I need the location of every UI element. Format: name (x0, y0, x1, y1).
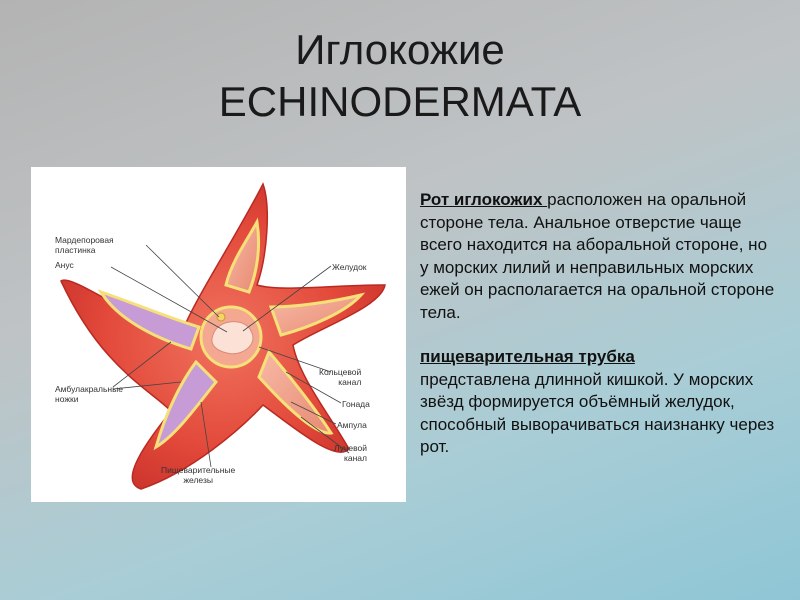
label-ampulla: Ампула (337, 420, 367, 430)
term-mouth: Рот иглокожих (420, 190, 548, 209)
term-digestive-tube: пищеварительная трубка (420, 347, 635, 366)
paragraph-mouth (420, 189, 780, 324)
title-russian: Иглокожие (295, 26, 505, 73)
text-panel (420, 189, 780, 459)
label-gonad: Гонада (342, 399, 370, 409)
title-latin: ECHINODERMATA (218, 78, 582, 125)
label-digestive-glands: Пищеварительные железы (161, 465, 236, 485)
madreporite-plate (217, 313, 225, 321)
label-radial-canal: Лучевой канал (334, 443, 367, 463)
starfish-anatomy-figure (31, 167, 406, 502)
label-stomach: Желудок (332, 262, 367, 272)
paragraph-mouth-body: расположен на оральной стороне тела. Анальное отверстие чаще всего находится на аборальной стороне, но у морских лилий и неправильных морских ежей он располагается на оральной стороне тела. (420, 190, 775, 322)
label-ambulacral-feet: Амбулакральные ножки (55, 384, 123, 404)
stomach-shape (212, 322, 253, 354)
label-ring-canal: Кольцевой канал (319, 367, 362, 387)
label-madreporite: Мардепоровая пластинка (55, 235, 114, 255)
paragraph-digestive-tube (420, 346, 780, 459)
slide-title (0, 24, 800, 128)
label-anus: Анус (55, 260, 74, 270)
paragraph-digestive-body: представлена длинной кишкой. У морских звёзд формируется объёмный желудок, способный выворачиваться наизнанку через рот. (420, 369, 775, 456)
